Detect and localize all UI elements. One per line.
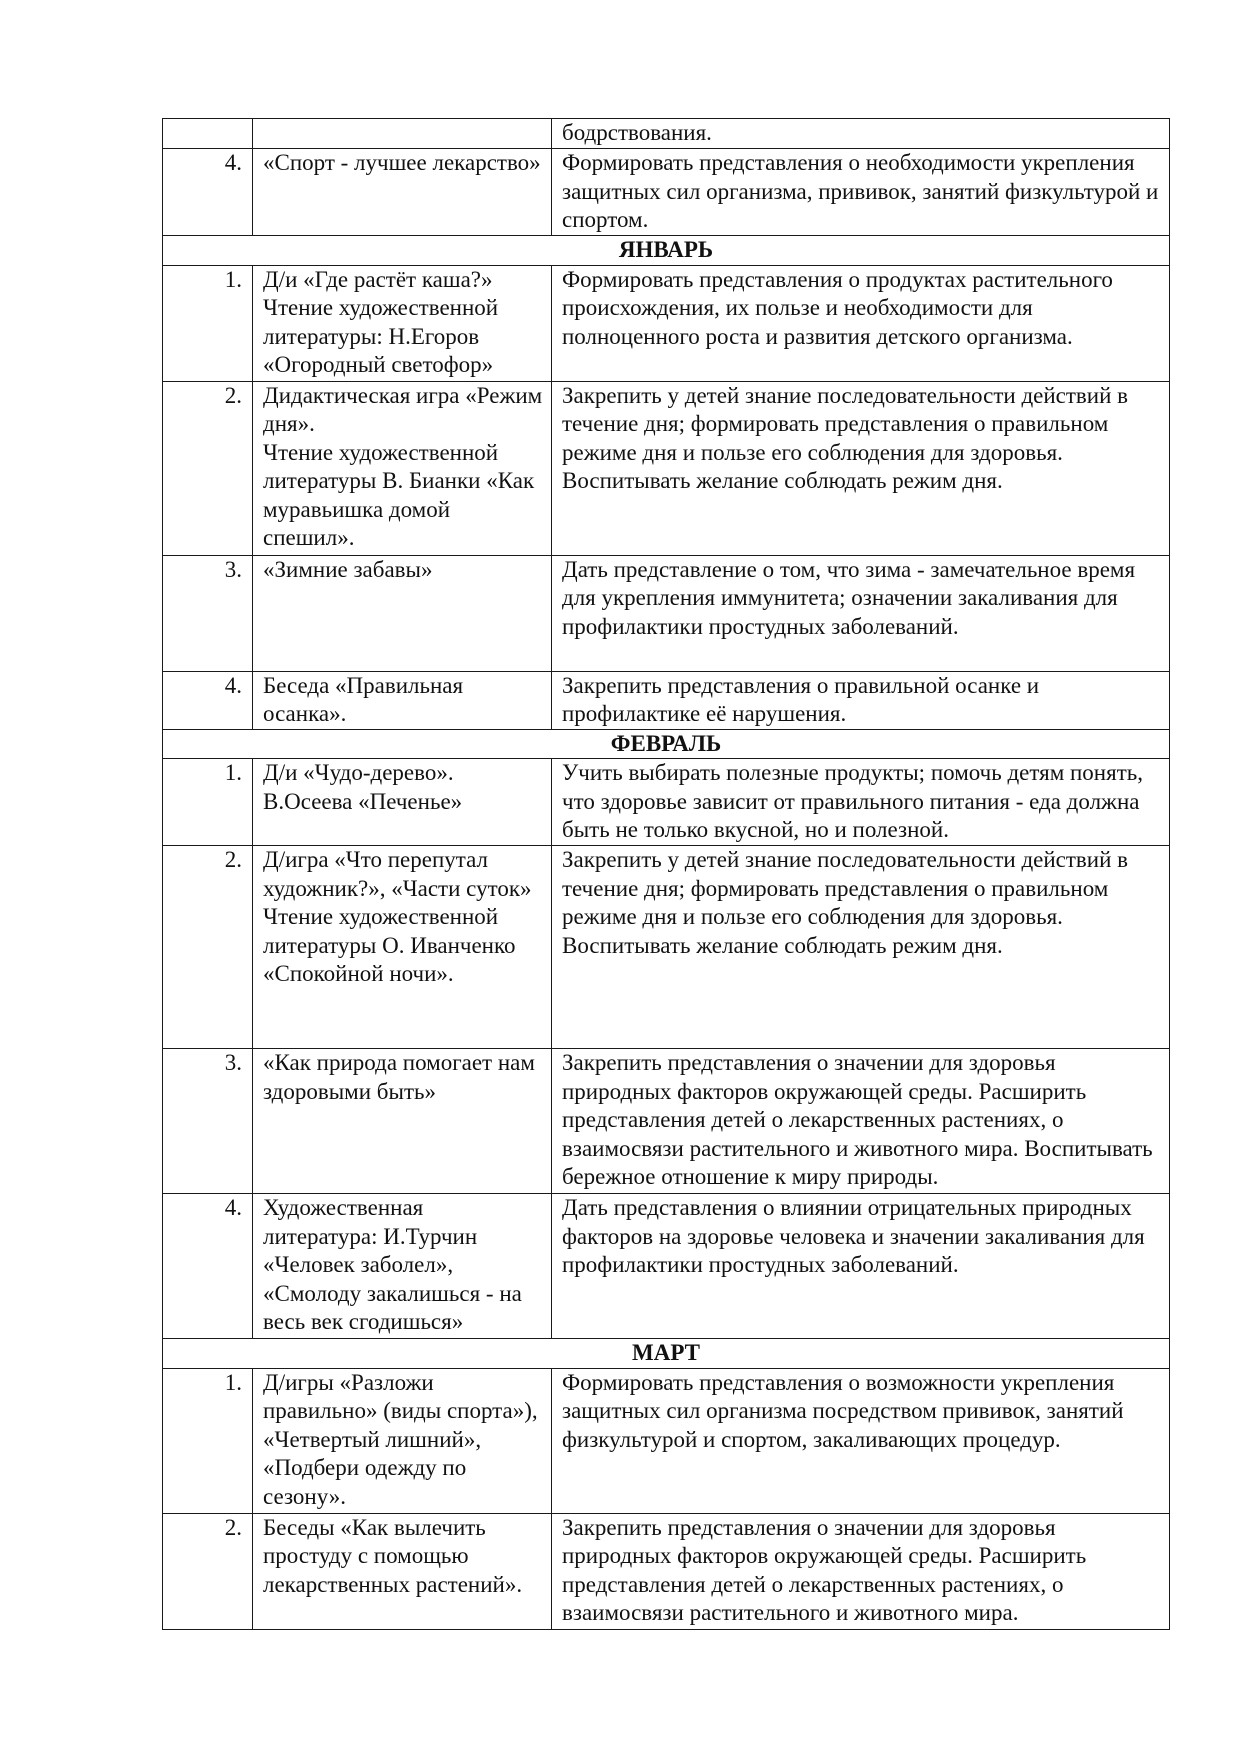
row-number: 2. bbox=[163, 381, 253, 555]
row-number: 3. bbox=[163, 555, 253, 671]
month-header-row bbox=[163, 729, 1170, 759]
goal-cell: Закрепить у детей знание последовательности действий в течение дня; формировать представления о правильном режиме дня и пользе его соблюдения для здоровья. Воспитывать желание соблюдать режим дня. bbox=[552, 381, 1170, 555]
month-title: ЯНВАРЬ bbox=[163, 236, 1170, 266]
goal-cell: бодрствования. bbox=[552, 119, 1170, 149]
table-row bbox=[163, 759, 1170, 846]
table-row bbox=[163, 555, 1170, 671]
row-number: 1. bbox=[163, 1368, 253, 1513]
activity-cell: Д/и «Где растёт каша?» Чтение художественной литературы: Н.Егоров «Огородный светофор» bbox=[253, 265, 552, 381]
table-row bbox=[163, 149, 1170, 236]
goal-cell: Дать представления о влиянии отрицательных природных факторов на здоровье человека и значении закаливания для профилактики простудных заболеваний. bbox=[552, 1194, 1170, 1339]
goal-cell: Формировать представления о возможности укрепления защитных сил организма посредством прививок, занятий физкультурой и спортом, закаливающих процедур. bbox=[552, 1368, 1170, 1513]
table-row bbox=[163, 381, 1170, 555]
goal-cell: Формировать представления о продуктах растительного происхождения, их пользе и необходимости для полноценного роста и развития детского организма. bbox=[552, 265, 1170, 381]
goal-cell: Закрепить у детей знание последовательности действий в течение дня; формировать представления о правильном режиме дня и пользе его соблюдения для здоровья. Воспитывать желание соблюдать режим дня. bbox=[552, 846, 1170, 1049]
goal-cell: Закрепить представления о значении для здоровья природных факторов окружающей среды. Расширить представления детей о лекарственных растениях, о взаимосвязи растительного и животного мира. bbox=[552, 1513, 1170, 1629]
goal-cell: Учить выбирать полезные продукты; помочь детям понять, что здоровье зависит от правильного питания - еда должна быть не только вкусной, но и полезной. bbox=[552, 759, 1170, 846]
activity-cell: Д/и «Чудо-дерево». В.Осеева «Печенье» bbox=[253, 759, 552, 846]
table-row bbox=[163, 1368, 1170, 1513]
activity-cell: Д/игры «Разложи правильно» (виды спорта»), «Четвертый лишний», «Подбери одежду по сезону». bbox=[253, 1368, 552, 1513]
table-row bbox=[163, 1049, 1170, 1194]
table-row bbox=[163, 1194, 1170, 1339]
row-number: 4. bbox=[163, 1194, 253, 1339]
row-number: 3. bbox=[163, 1049, 253, 1194]
activity-cell: «Зимние забавы» bbox=[253, 555, 552, 671]
month-header-row bbox=[163, 236, 1170, 266]
row-number: 4. bbox=[163, 149, 253, 236]
row-number bbox=[163, 119, 253, 149]
activity-cell: Художественная литература: И.Турчин «Человек заболел», «Смолоду закалишься - на весь век сгодишься» bbox=[253, 1194, 552, 1339]
row-number: 2. bbox=[163, 846, 253, 1049]
goal-cell: Закрепить представления о значении для здоровья природных факторов окружающей среды. Расширить представления детей о лекарственных растениях, о взаимосвязи растительного и животного мира. Воспитывать бережное отношение к миру природы. bbox=[552, 1049, 1170, 1194]
activity-cell: Беседы «Как вылечить простуду с помощью лекарственных растений». bbox=[253, 1513, 552, 1629]
activity-cell: Дидактическая игра «Режим дня». Чтение художественной литературы В. Бианки «Как муравьишка домой спешил». bbox=[253, 381, 552, 555]
activity-cell: Беседа «Правильная осанка». bbox=[253, 671, 552, 729]
row-number: 1. bbox=[163, 265, 253, 381]
table-row bbox=[163, 1513, 1170, 1629]
goal-cell: Формировать представления о необходимости укрепления защитных сил организма, прививок, занятий физкультурой и спортом. bbox=[552, 149, 1170, 236]
table-row bbox=[163, 119, 1170, 149]
activity-cell: «Как природа помогает нам здоровыми быть» bbox=[253, 1049, 552, 1194]
goal-cell: Закрепить представления о правильной осанке и профилактике её нарушения. bbox=[552, 671, 1170, 729]
goal-cell: Дать представление о том, что зима - замечательное время для укрепления иммунитета; означении закаливания для профилактики простудных заболеваний. bbox=[552, 555, 1170, 671]
month-title: ФЕВРАЛЬ bbox=[163, 729, 1170, 759]
plan-table bbox=[162, 118, 1170, 1630]
month-title: МАРТ bbox=[163, 1339, 1170, 1369]
table-row bbox=[163, 265, 1170, 381]
activity-cell: «Спорт - лучшее лекарство» bbox=[253, 149, 552, 236]
row-number: 1. bbox=[163, 759, 253, 846]
row-number: 2. bbox=[163, 1513, 253, 1629]
document-page bbox=[162, 118, 1169, 1630]
row-number: 4. bbox=[163, 671, 253, 729]
month-header-row bbox=[163, 1339, 1170, 1369]
activity-cell: Д/игра «Что перепутал художник?», «Части суток» Чтение художественной литературы О. Иванченко «Спокойной ночи». bbox=[253, 846, 552, 1049]
table-row bbox=[163, 846, 1170, 1049]
activity-cell bbox=[253, 119, 552, 149]
table-row bbox=[163, 671, 1170, 729]
